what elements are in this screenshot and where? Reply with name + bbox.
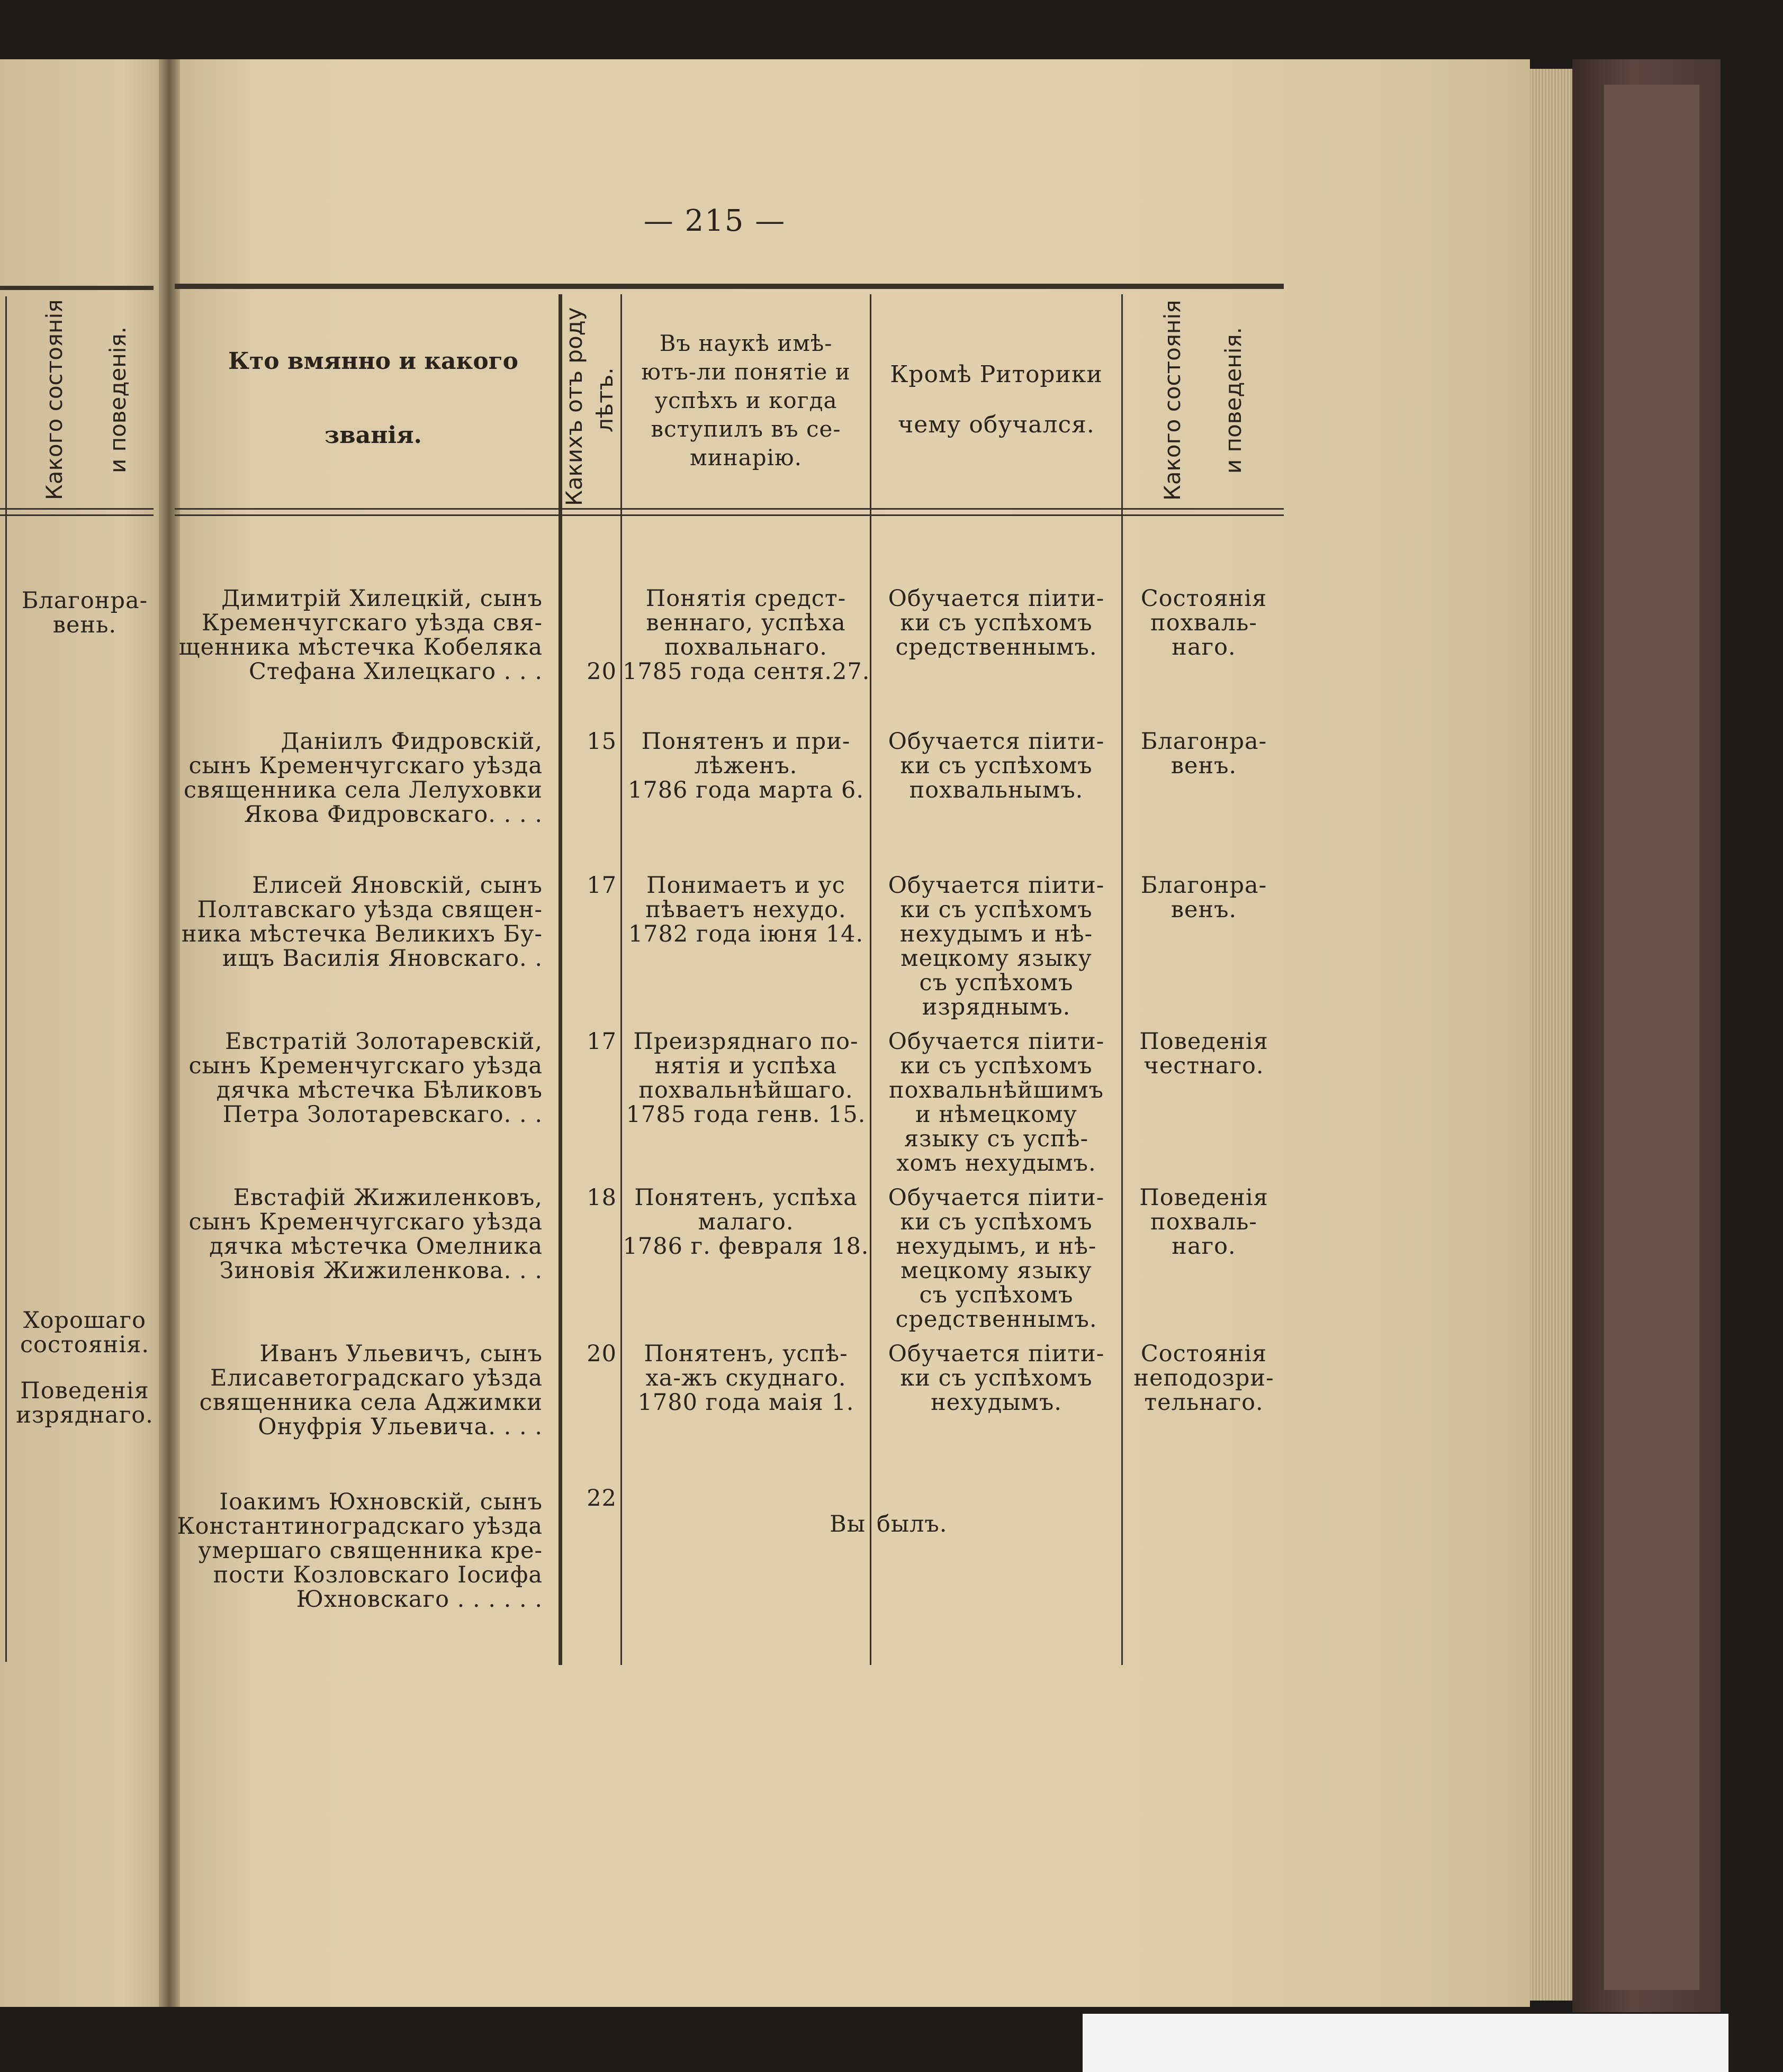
science-line: пѣваетъ нехудо. [645,897,847,923]
besides-line: Обучается піити- [888,1184,1105,1211]
name-line: Евстафій Жижиленковъ, [233,1184,543,1211]
header-science-line: Въ наукѣ имѣ- [659,330,833,356]
left-entry-line: Хорошаго [23,1307,146,1334]
science-line: лѣженъ. [694,753,798,779]
header-science-line: вступилъ въ се- [651,416,841,442]
besides-line: изряднымъ. [922,994,1071,1020]
row-3-science [623,873,869,946]
conduct-line: Состоянія [1140,585,1267,612]
name-line: Петра Золотаревскаго. . . [222,1101,543,1128]
header-conduct-1: Какого состоянія [1159,300,1185,501]
header-conduct-2: и поведенія. [1220,327,1246,474]
besides-line: ки съ успѣхомъ [900,753,1093,779]
table-top-rule [175,284,1284,289]
name-line: Даніилъ Фидровскій, [281,728,543,755]
name-line: Полтавскаго уѣзда священ- [197,897,543,923]
besides-line: Обучается піити- [888,872,1105,899]
header-besides-1: Кромѣ Риторики [890,361,1103,388]
row-1-conduct [1124,586,1283,659]
name-line: Елисаветоградскаго уѣзда [210,1365,543,1391]
header-science-line: успѣхъ и когда [654,387,838,413]
row-2-science [623,729,869,802]
name-line: Онуфрія Ульевича. . . . [258,1414,543,1440]
science-line: 1786 года марта 6. [627,777,865,803]
left-conduct-header-1: Какого состоянія [41,299,67,500]
row-7-age: 22 [587,1485,617,1512]
name-line: пости Козловскаго Іосифа [213,1562,543,1588]
conduct-line: Благонра- [1140,872,1267,899]
name-line: Елисей Яновскій, сынъ [252,872,543,899]
besides-line: нехудымъ. [931,1389,1062,1416]
besides-line: ки съ успѣхомъ [900,1365,1093,1391]
name-line: Димитрій Хилецкій, сынъ [221,585,543,612]
name-line: Иванъ Ульевичъ, сынъ [259,1341,543,1367]
header-besides-2: чему обучался. [898,411,1095,438]
science-line: 1786 г. февраля 18. [623,1233,869,1260]
page-number: — 215 — [643,204,786,238]
header-age-2: лѣтъ. [592,367,618,433]
col-rule-science-besides [870,294,871,1665]
name-line: дячка мѣстечка Бѣликовъ [216,1077,543,1103]
row-3-age: 17 [587,872,617,899]
conduct-line: похваль- [1150,1209,1257,1235]
conduct-line: честнаго. [1143,1053,1264,1079]
besides-line: языку съ успѣ- [904,1126,1089,1152]
conduct-line: Поведенія [1139,1184,1268,1211]
besides-line: съ успѣхомъ [919,970,1074,996]
name-line: сынъ Кременчугскаго уѣзда [188,1209,543,1235]
besides-line: съ успѣхомъ [919,1282,1074,1308]
row-5-besides [872,1186,1120,1332]
science-line: Понимаетъ и ус [646,872,845,899]
conduct-line: Благонра- [1140,728,1267,755]
besides-line: мецкому языку [900,945,1092,972]
besides-line: ки съ успѣхомъ [900,1053,1093,1079]
science-line: малаго. [698,1209,794,1235]
row-3-besides [872,873,1120,1019]
name-line: Іоакимъ Юхновскій, сынъ [219,1489,543,1515]
conduct-line: наго. [1172,1233,1236,1260]
row-1-age: 20 [587,658,617,685]
page-edges [1530,69,1572,2001]
header-rule-1 [175,508,1284,510]
conduct-line: наго. [1172,634,1236,660]
science-line: Понятія средст- [645,585,847,612]
row-4-besides [872,1029,1120,1175]
row-6-age: 20 [587,1341,617,1367]
row-4-conduct [1124,1029,1283,1078]
name-line: Юхновскаго . . . . . . [296,1586,543,1613]
besides-line: ки съ успѣхомъ [900,897,1093,923]
name-line: сынъ Кременчугскаго уѣзда [188,753,543,779]
science-line: ха-жъ скуднаго. [645,1365,847,1391]
besides-line: хомъ нехудымъ. [896,1150,1096,1177]
name-line: Зиновія Жижиленкова. . . [219,1257,543,1284]
name-line: Евстратій Золотаревскій, [224,1028,543,1055]
besides-line: ки съ успѣхомъ [900,610,1093,636]
science-line: 1780 года маія 1. [637,1389,854,1416]
conduct-line: тельнаго. [1144,1389,1264,1416]
science-line: 1785 года сентя.27. [623,658,870,685]
header-name-2: званія. [325,422,422,449]
conduct-line: неподозри- [1133,1365,1274,1391]
besides-line: похвальнѣйшимъ [888,1077,1104,1103]
conduct-line: венъ. [1170,753,1237,779]
left-conduct-header-2: и поведенія. [105,326,131,473]
conduct-line: похваль- [1150,610,1257,636]
row-5-name [169,1186,543,1283]
besides-line: Обучается піити- [888,1341,1105,1367]
besides-line: похвальнымъ. [909,777,1084,803]
name-line: Стефана Хилецкаго . . . [248,658,543,685]
name-line: Якова Фидровскаго. . . . [244,801,543,828]
row-4-name [169,1029,543,1127]
name-line: Константиноградскаго уѣзда [177,1513,543,1540]
left-entry-1 [16,589,154,637]
row-1-name [169,586,543,684]
header-name-1: Кто вмянно и какого [228,348,518,375]
name-line: сынъ Кременчугскаго уѣзда [188,1053,543,1079]
conduct-line: Состоянія [1140,1341,1267,1367]
name-line: ищъ Василія Яновскаго. . [222,945,543,972]
row-6-conduct [1124,1342,1283,1415]
science-line: веннаго, успѣха [646,610,846,636]
name-line: священника села Аджимки [199,1389,543,1416]
besides-line: Обучается піити- [888,728,1105,755]
science-line: Понятенъ, успѣха [634,1184,858,1211]
besides-line: нехудымъ, и нѣ- [896,1233,1097,1260]
science-line: Понятенъ и при- [641,728,851,755]
row-7-remark-right: былъ. [877,1511,948,1537]
left-entry-line: изряднаго. [16,1402,154,1428]
besides-line: и нѣмецкому [915,1101,1077,1128]
science-line: 1785 года генв. 15. [626,1101,866,1128]
left-header-rule-2 [0,514,154,516]
row-2-besides [872,729,1120,802]
left-entry-line: Поведенія [20,1378,149,1404]
row-3-conduct [1124,873,1283,922]
row-6-science [623,1342,869,1415]
conduct-line: Поведенія [1139,1028,1268,1055]
science-line: 1782 года іюня 14. [628,921,864,947]
name-line: дячка мѣстечка Омелника [209,1233,543,1260]
row-5-conduct [1124,1186,1283,1259]
left-top-rule [0,286,154,290]
name-line: умершаго священника кре- [198,1537,543,1564]
name-line: священника села Лелуховки [184,777,543,803]
book-cover-inner [1604,85,1699,1990]
besides-line: мецкому языку [900,1257,1092,1284]
scan-margin [1083,2014,1728,2072]
left-col-rule [5,296,7,1662]
row-1-science [623,586,869,684]
header-age-1: Какихъ отъ роду [561,307,587,506]
besides-line: средственнымъ. [895,1306,1097,1333]
science-line: похвальнаго. [664,634,827,660]
row-3-name [169,873,543,971]
left-entry-2 [16,1308,154,1357]
left-entry-3 [16,1379,154,1427]
left-header-rule [0,508,154,510]
left-entry-line: состоянія. [20,1332,150,1358]
name-line: Кременчугскаго уѣзда свя- [201,610,543,636]
header-science [623,329,869,472]
besides-line: ки съ успѣхомъ [900,1209,1093,1235]
besides-line: средственнымъ. [895,634,1097,660]
besides-line: Обучается пiити- [888,585,1105,612]
row-6-name [169,1342,543,1439]
row-2-age: 15 [587,728,617,755]
col-rule-besides-conduct [1121,294,1123,1665]
row-2-name [169,729,543,827]
row-5-age: 18 [587,1184,617,1211]
name-line: щенника мѣстечка Кобеляка [178,634,543,660]
row-6-besides [872,1342,1120,1415]
science-line: похвальнѣйшаго. [638,1077,853,1103]
besides-line: нехудымъ и нѣ- [899,921,1093,947]
besides-line: Обучается піити- [888,1028,1105,1055]
row-2-conduct [1124,729,1283,778]
row-5-science [623,1186,869,1259]
science-line: нятія и успѣха [654,1053,838,1079]
row-4-science [623,1029,869,1127]
left-entry-line: Благонра- [21,587,148,614]
row-7-name [169,1490,543,1612]
name-line: ника мѣстечка Великихъ Бу- [181,921,543,947]
col-rule-age-science [620,294,622,1665]
conduct-line: венъ. [1170,897,1237,923]
row-1-besides [872,586,1120,659]
header-science-line: ютъ-ли понятіе и [641,359,851,385]
science-line: Понятенъ, успѣ- [644,1341,848,1367]
science-line: Преизряднаго по- [633,1028,859,1055]
header-rule-2 [175,514,1284,516]
header-science-line: минарію. [690,445,802,471]
row-7-remark-left: Вы [830,1511,866,1537]
left-page [0,59,175,2007]
row-4-age: 17 [587,1028,617,1055]
left-entry-line: вень. [52,612,117,638]
